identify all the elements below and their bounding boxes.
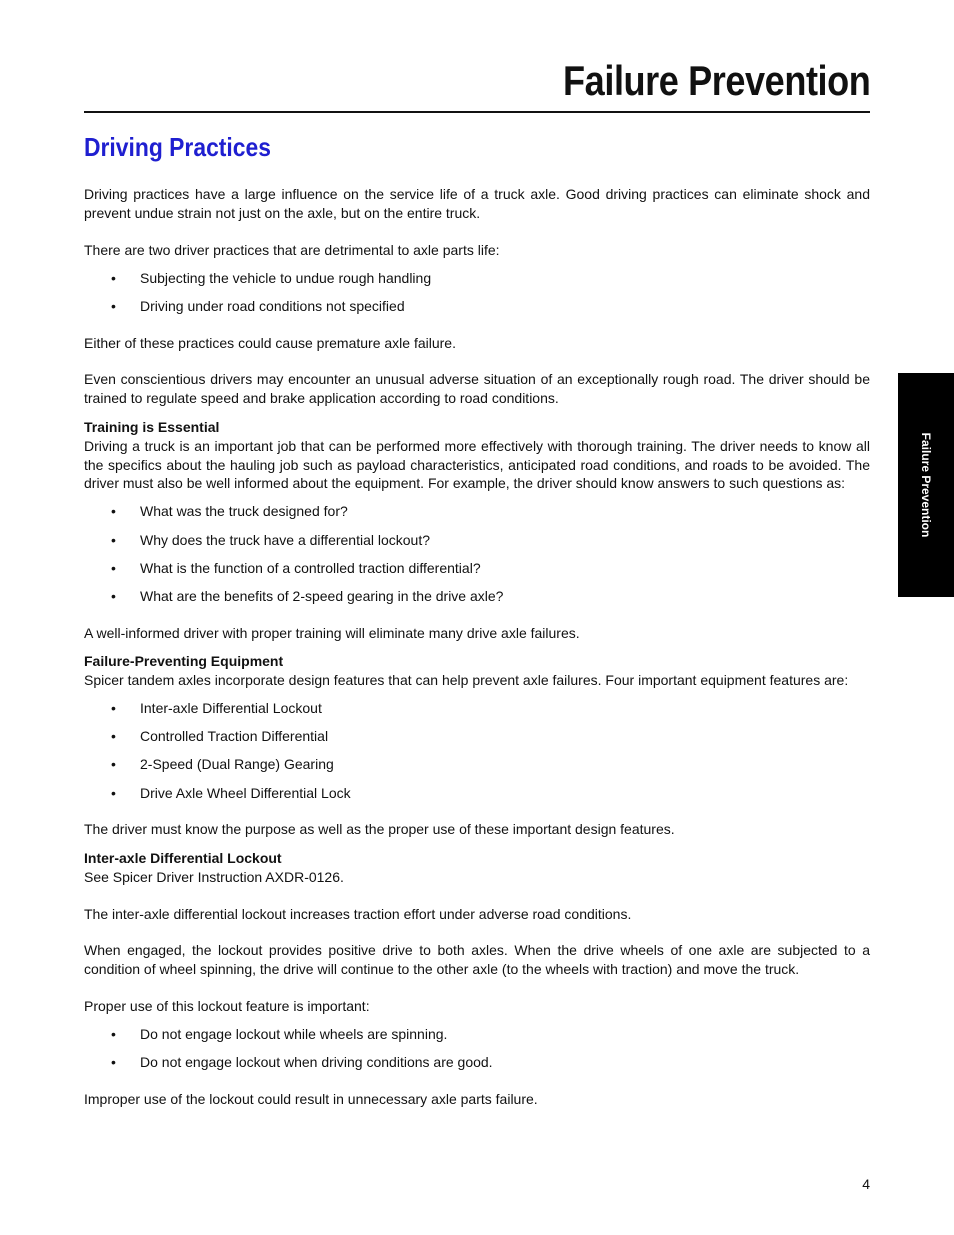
list-item: • Drive Axle Wheel Differential Lock <box>111 784 351 801</box>
document-body <box>84 185 870 1127</box>
intro-paragraph: Driving practices have a large influence on the service life of a truck axle. Good driving practices can eliminate shock and prevent undue strain not just on the axle, but on the entire truck. <box>84 186 870 221</box>
training-heading: Training is Essential <box>84 418 220 435</box>
bullet-icon: • <box>111 297 116 314</box>
equipment-closing: The driver must know the purpose as well as the proper use of these important design features. <box>84 821 675 838</box>
lockout-reference: See Spicer Driver Instruction AXDR-0126. <box>84 868 344 885</box>
bullet-icon: • <box>111 700 116 717</box>
lockout-heading: Inter-axle Differential Lockout <box>84 850 282 867</box>
equipment-paragraph: Spicer tandem axles incorporate design features that can help prevent axle failures. Four important equipment features are: <box>84 672 849 689</box>
list-item: • Why does the truck have a differential lockout? <box>111 531 431 548</box>
list-item: • Driving under road conditions not specified <box>111 297 405 314</box>
questions-list <box>84 502 870 605</box>
practices-lead: There are two driver practices that are detrimental to axle parts life: <box>84 241 500 258</box>
bullet-icon: • <box>111 1026 116 1043</box>
bullet-icon: • <box>111 531 116 548</box>
premature-failure-paragraph: Either of these practices could cause premature axle failure. <box>84 334 456 351</box>
equipment-heading: Failure-Preventing Equipment <box>84 653 284 670</box>
lockout-engaged-paragraph: When engaged, the lockout provides positive drive to both axles. When the drive wheels of one axle are subjected to a condition of wheel spinning, the drive will continue to the other axle (to the wheels with traction) and move the truck. <box>84 942 870 978</box>
bullet-icon: • <box>111 784 116 801</box>
lockout-proper-use-lead: Proper use of this lockout feature is important: <box>84 998 370 1015</box>
side-tab-label: Failure Prevention <box>919 432 933 538</box>
page-number: 4 <box>862 1176 870 1192</box>
list-item: • 2-Speed (Dual Range) Gearing <box>111 756 334 773</box>
bullet-icon: • <box>111 559 116 576</box>
lockout-traction-paragraph: The inter-axle differential lockout increases traction effort under adverse road conditions. <box>84 905 632 922</box>
list-item: • Do not engage lockout when driving conditions are good. <box>111 1054 493 1071</box>
bullet-icon: • <box>111 756 116 773</box>
list-item: • Subjecting the vehicle to undue rough handling <box>111 269 432 286</box>
list-item: • Inter-axle Differential Lockout <box>111 700 322 717</box>
bullet-icon: • <box>111 503 116 520</box>
list-item: • What was the truck designed for? <box>111 503 348 520</box>
bullet-icon: • <box>111 269 116 286</box>
lockout-closing: Improper use of the lockout could result in unnecessary axle parts failure. <box>84 1091 538 1108</box>
conscientious-paragraph: Even conscientious drivers may encounter an unusual adverse situation of an exceptionally rough road. The driver should be trained to regulate speed and brake application according to road conditions. <box>84 371 870 407</box>
lockout-rules-list <box>84 1025 870 1072</box>
features-list <box>84 699 870 802</box>
chapter-side-tab <box>898 373 954 597</box>
list-item: • Do not engage lockout while wheels are spinning. <box>111 1026 448 1043</box>
title-divider <box>84 111 870 113</box>
training-paragraph: Driving a truck is an important job that can be performed more effectively with thorough training. The driver needs to know all the specifics about the hauling job such as payload characteristics, anticipated road conditions, and roads to be avoided. The driver must also be well informed about the equipment. For example, the driver should know answers to such questions as: <box>84 437 870 492</box>
page-title: Failure Prevention <box>562 57 870 104</box>
bullet-icon: • <box>111 728 116 745</box>
bullet-icon: • <box>111 587 116 604</box>
list-item: • What is the function of a controlled traction differential? <box>111 559 481 576</box>
list-item: • What are the benefits of 2-speed gearing in the drive axle? <box>111 587 504 604</box>
bullet-icon: • <box>111 1054 116 1071</box>
training-closing: A well-informed driver with proper training will eliminate many drive axle failures. <box>84 624 580 641</box>
practices-list <box>84 269 870 316</box>
section-title: Driving Practices <box>84 132 271 162</box>
list-item: • Controlled Traction Differential <box>111 728 329 745</box>
